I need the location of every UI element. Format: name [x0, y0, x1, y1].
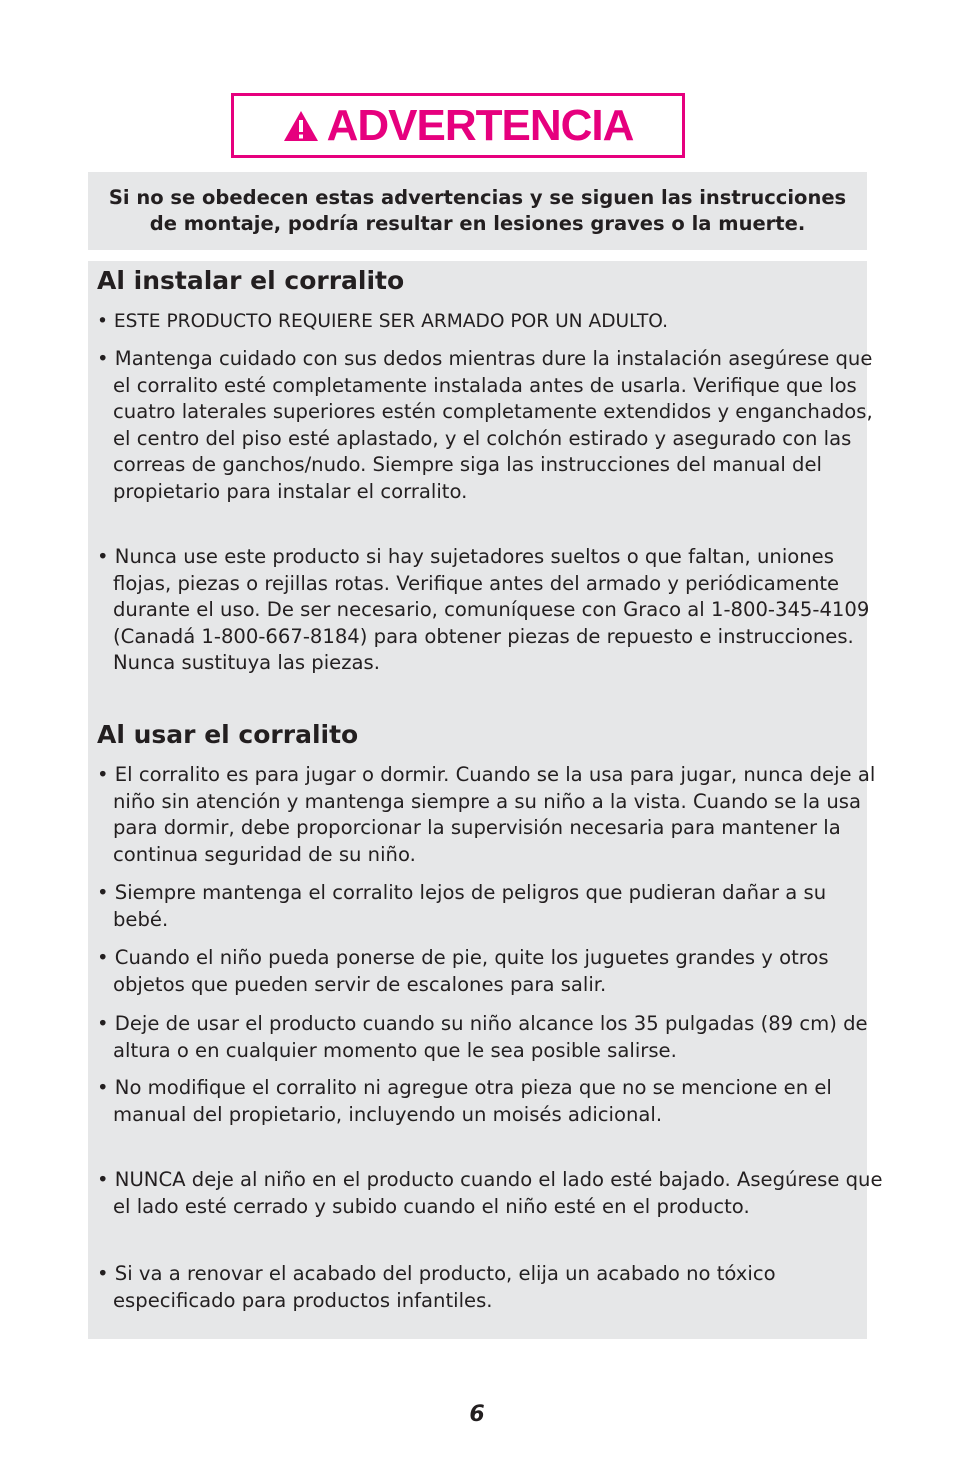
use-bullet-3: • Cuando el niño pueda ponerse de pie, quite los juguetes grandes y otros objetos que pueden servir de escalones para salir.: [97, 946, 829, 996]
use-bullet-4: • Deje de usar el producto cuando su niño alcance los 35 pulgadas (89 cm) de altura o en cualquier momento que le sea posible salirse.: [97, 1012, 868, 1062]
use-bullet-1: • El corralito es para jugar o dormir. Cuando se la usa para jugar, nunca deje al niño sin atención y mantenga siempre a su niño a la vista. Cuando se la usa para dormir, debe proporcionar la supervisión necesaria para mantener la continua seguridad de su niño.: [97, 763, 876, 866]
intro-warning-text: Si no se obedecen estas advertencias y se siguen las instrucciones de montaje, podría resultar en lesiones graves o la muerte.: [108, 186, 847, 235]
install-bullet-2: • Mantenga cuidado con sus dedos mientras dure la instalación asegúrese que el corralito esté completamente instalada antes de usarla. Verifique que los cuatro laterales superiores estén completamente extendidos y enganchados, el centro del piso esté aplastado, y el colchón estirado y asegurado con las correas de ganchos/nudo. Siempre siga las instrucciones del manual del propietario para instalar el corralito.: [97, 347, 873, 503]
use-bullet-5: • No modifique el corralito ni agregue otra pieza que no se mencione en el manual del propietario, incluyendo un moisés adicional.: [97, 1076, 832, 1126]
intro-warning-band: [88, 172, 867, 250]
use-bullet-2: • Siempre mantenga el corralito lejos de peligros que pudieran dañar a su bebé.: [97, 881, 827, 931]
section-heading-use: Al usar el corralito: [97, 720, 359, 749]
use-bullet-6: • NUNCA deje al niño en el producto cuando el lado esté bajado. Asegúrese que el lado esté cerrado y subido cuando el niño esté en el producto.: [97, 1168, 883, 1218]
install-bullet-3: • Nunca use este producto si hay sujetadores sueltos o que faltan, uniones flojas, piezas o rejillas rotas. Verifique antes del armado y periódicamente durante el uso. De ser necesario, comuníquese con Graco al 1-800-345-4109 (Canadá 1-800-667-8184) para obtener piezas de repuesto e instrucciones. Nunca sustituya las piezas.: [97, 545, 870, 674]
warning-title-text: ADVERTENCIA: [326, 100, 634, 150]
warning-title: [283, 100, 634, 150]
warning-triangle-icon: [283, 110, 319, 142]
section-heading-install: Al instalar el corralito: [97, 266, 405, 295]
page-number: 6: [469, 1402, 485, 1427]
warning-banner: [231, 93, 685, 158]
install-bullet-1: • ESTE PRODUCTO REQUIERE SER ARMADO POR UN ADULTO.: [97, 311, 669, 332]
use-bullet-7: • Si va a renovar el acabado del producto, elija un acabado no tóxico especificado para productos infantiles.: [97, 1262, 776, 1312]
